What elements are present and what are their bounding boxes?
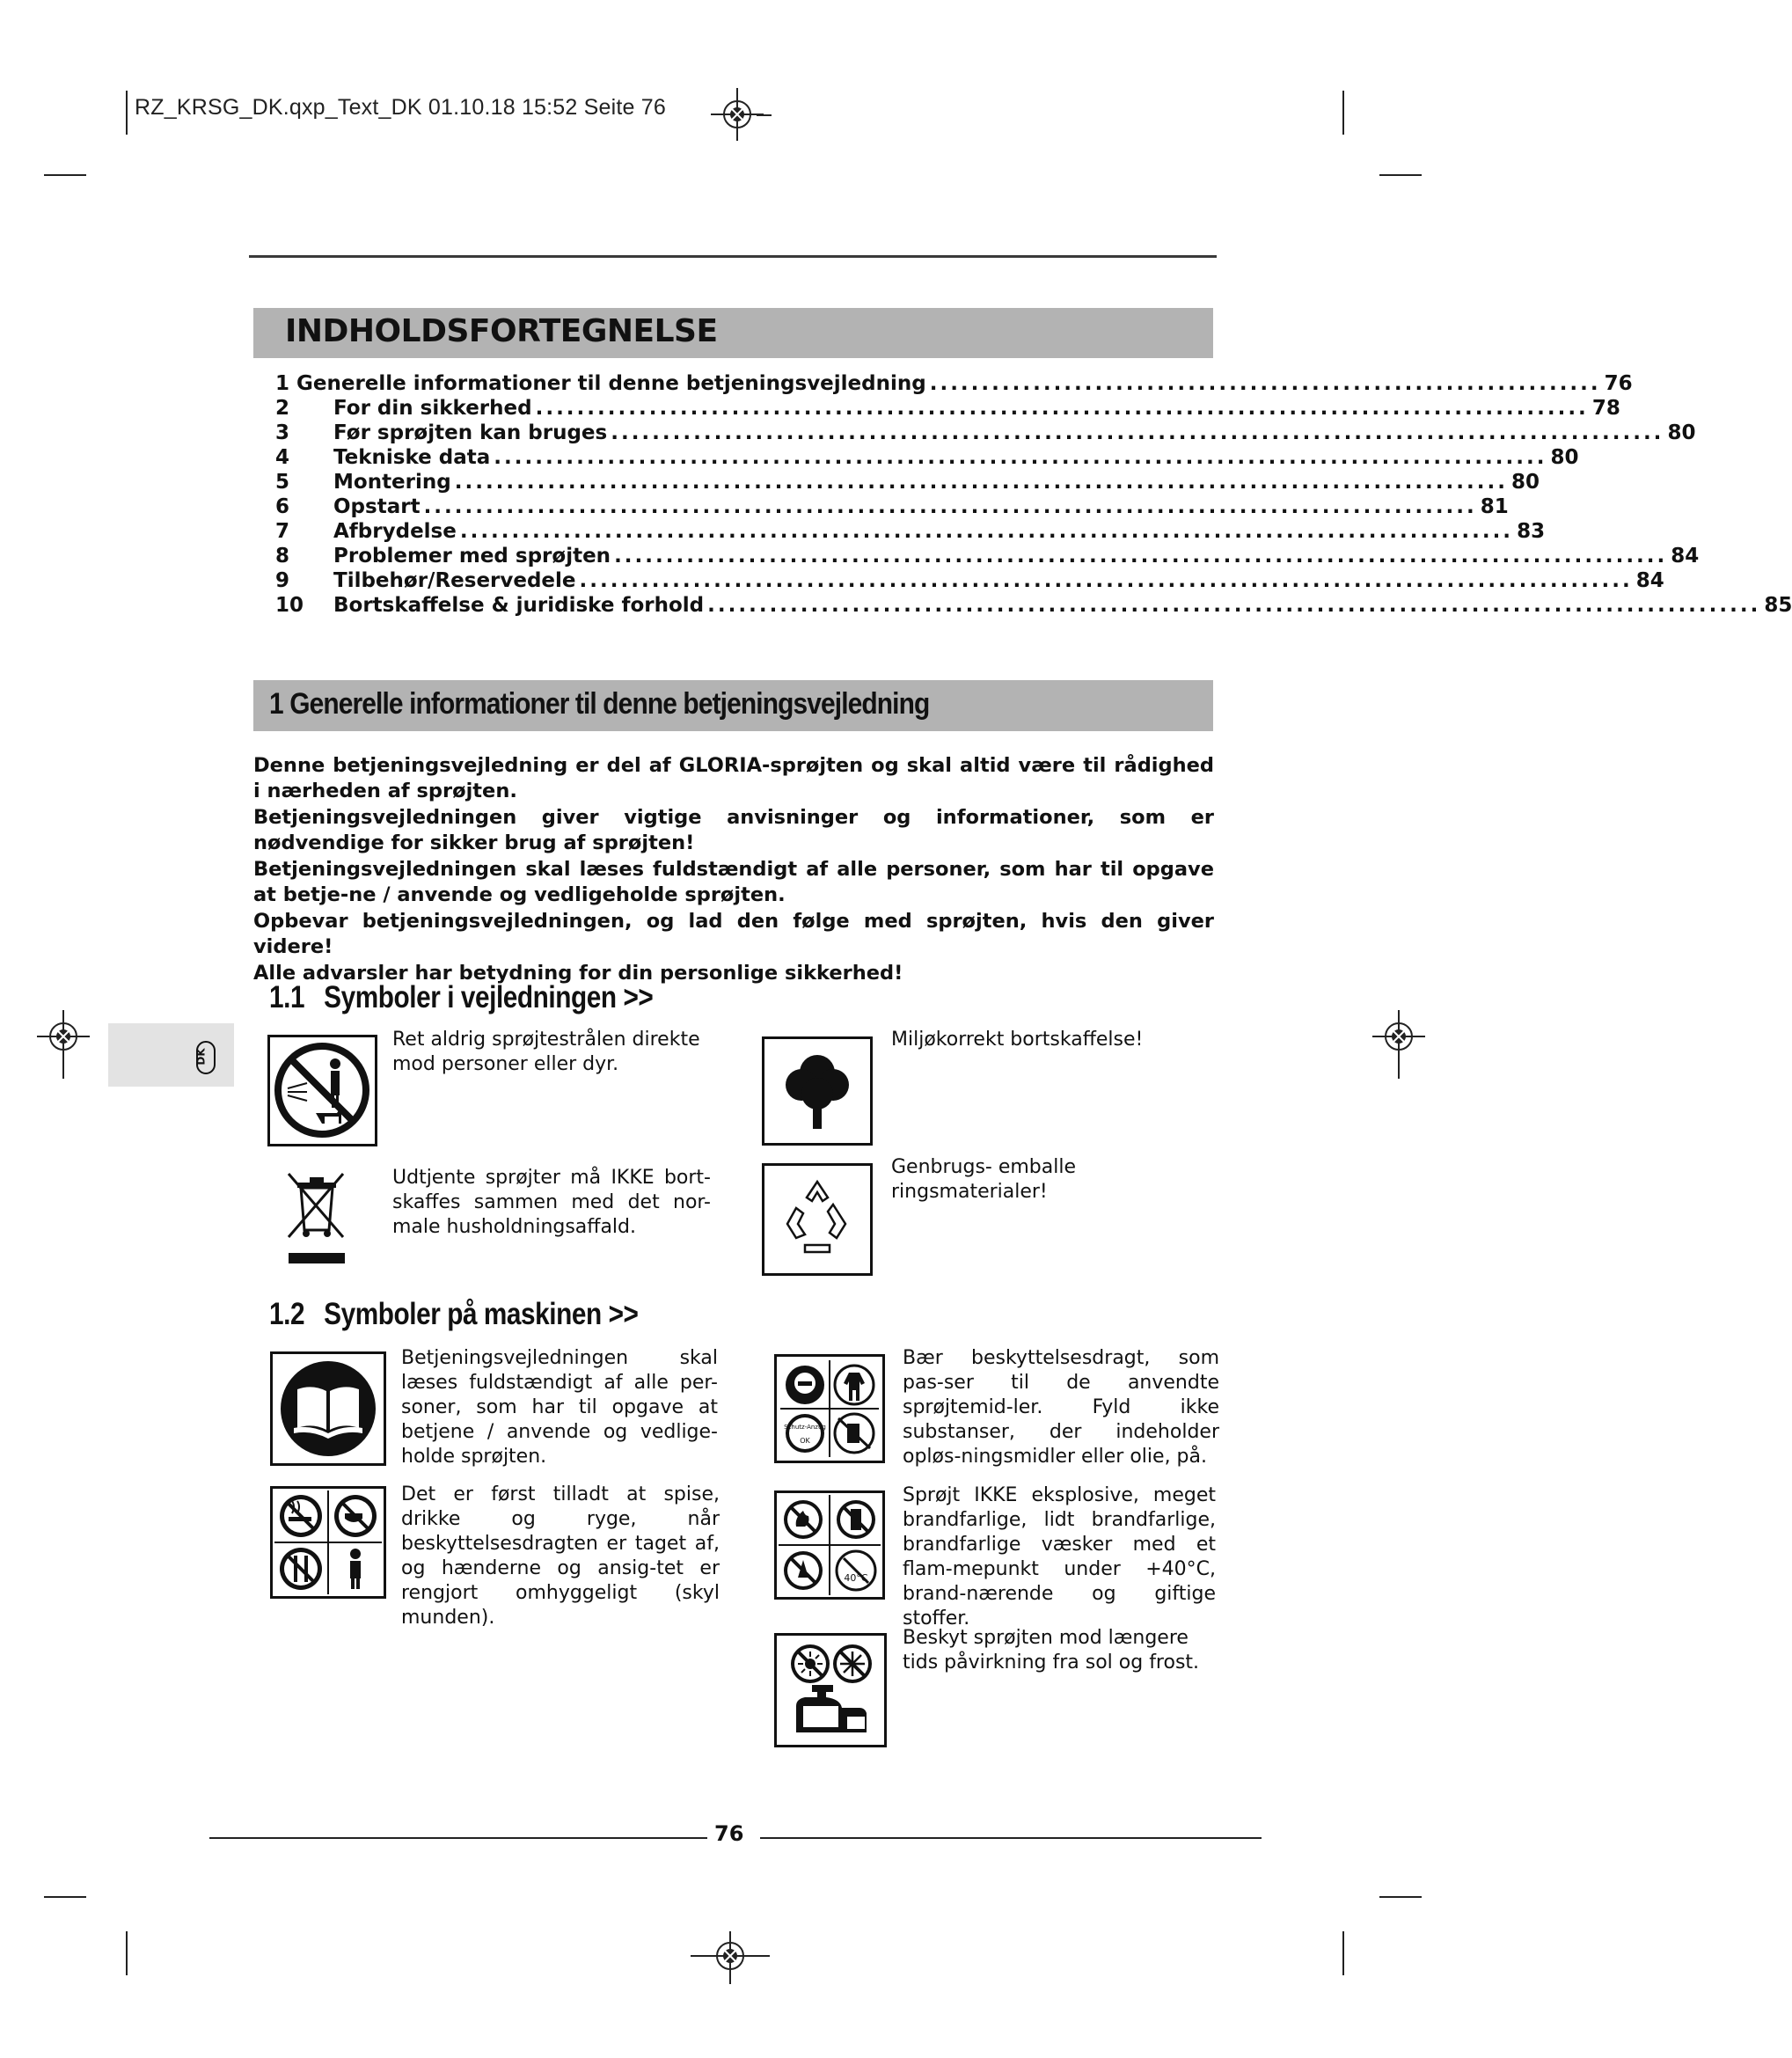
- toc-entry-number: 2: [275, 397, 290, 420]
- icon-label: 40°C: [844, 1572, 868, 1584]
- symbol-caption: Betjeningsvejledningen skal læses fuldstændigt af alle per-soner, som har til opgave at betjene / anvende og vedlige-holde sprøjten.: [401, 1347, 718, 1468]
- toc-entry-page: 83: [1517, 520, 1546, 543]
- toc-entry[interactable]: [275, 568, 1664, 593]
- symbol-caption: Ret aldrig sprøjtestrålen direkte mod personer eller dyr.: [392, 1029, 700, 1075]
- toc-entry-title: Montering: [333, 471, 451, 494]
- toc-entry[interactable]: [275, 445, 1579, 470]
- toc-entry-number: 6: [275, 495, 290, 518]
- toc-leader: ......................................................................................................: [611, 421, 1664, 444]
- toc-entry[interactable]: [275, 371, 1633, 396]
- toc-leader: ......................................................................................................: [459, 520, 1514, 543]
- registration-mark: [37, 1010, 90, 1079]
- toc-entry-number: 7: [275, 520, 290, 543]
- section-heading-bar: [253, 680, 1213, 731]
- toc-entry[interactable]: [275, 470, 1540, 494]
- section-heading: 1 Generelle informationer til denne betjeningsvejledning: [269, 687, 930, 721]
- icon-label: OK: [800, 1437, 810, 1445]
- crop-mark: [1342, 91, 1344, 135]
- toc-entry-title: For din sikkerhed: [333, 397, 532, 420]
- toc-entry-title: Problemer med sprøjten: [333, 545, 611, 568]
- toc-entry-title: Tekniske data: [333, 446, 491, 469]
- toc-entry-title: Tilbehør/Reservedele: [333, 569, 576, 592]
- toc-entry-page: 84: [1671, 545, 1700, 568]
- registration-mark: [691, 1931, 770, 1984]
- paragraph: Betjeningsvejledningen giver vigtige anvisninger og informationer, som er nødvendige for sikker brug af sprøjten!: [253, 806, 1214, 854]
- subsection-heading: 1.2 Symboler på maskinen >>: [269, 1297, 639, 1331]
- symbol-caption: Genbrugs- emballe ringsmaterialer!: [891, 1156, 1077, 1203]
- registration-mark: [711, 88, 764, 141]
- toc-heading: INDHOLDSFORTEGNELSE: [285, 313, 718, 349]
- toc-entry-title: Opstart: [333, 495, 421, 518]
- toc-entry-page: 80: [1510, 471, 1540, 494]
- toc-leader: ......................................................................................................: [707, 594, 1761, 617]
- toc-entry-number: 4: [275, 446, 290, 469]
- recycle-icon: [762, 1163, 873, 1276]
- toc-leader: .................................................................: [929, 372, 1601, 395]
- toc-entry-page: 80: [1550, 446, 1579, 469]
- top-rule: [249, 255, 1217, 258]
- no-eat-drink-smoke-icon: [270, 1486, 386, 1599]
- crossed-out-bin-icon: [282, 1167, 352, 1265]
- crop-mark: [126, 1931, 128, 1975]
- toc-entry-number: 9: [275, 569, 290, 592]
- toc-entry-title: Afbrydelse: [333, 520, 457, 543]
- toc-entry-page: 76: [1604, 372, 1633, 395]
- toc-entry-number: 1: [275, 372, 290, 395]
- toc-leader: ......................................................................................................: [454, 471, 1508, 494]
- crop-mark: [1379, 174, 1422, 176]
- symbol-caption: Det er først tilladt at spise, drikke og ryge, når beskyttelsesdragten er taget af, og hænderne og ansig-tet er rengjort omhyggeligt (skyl munden).: [401, 1483, 720, 1629]
- table-of-contents: [275, 371, 1792, 618]
- toc-entry[interactable]: [275, 519, 1546, 544]
- crop-mark: [44, 174, 86, 176]
- toc-entry-title: Bortskaffelse & juridiske forhold: [333, 594, 705, 617]
- toc-entry-page: 84: [1635, 569, 1664, 592]
- toc-entry-title: Generelle informationer til denne betjeningsvejledning: [296, 372, 926, 395]
- toc-leader: ......................................................................................................: [614, 545, 1668, 568]
- icon-label: Schutz-Anzug: [784, 1424, 826, 1431]
- crop-mark: [44, 1896, 86, 1898]
- symbol-caption: Beskyt sprøjten mod længere tids påvirkning fra sol og frost.: [903, 1627, 1200, 1673]
- toc-entry-page: 85: [1764, 594, 1792, 617]
- footer-rule: [209, 1837, 707, 1839]
- symbol-caption: Miljøkorrekt bortskaffelse!: [891, 1029, 1144, 1051]
- no-flammable-icon: [774, 1490, 885, 1600]
- toc-leader: ......................................................................................................: [494, 446, 1547, 469]
- toc-entry[interactable]: [275, 593, 1792, 618]
- toc-heading-bar: [253, 308, 1213, 358]
- toc-entry-number: 3: [275, 421, 290, 444]
- paragraph: Betjeningsvejledningen skal læses fuldstændigt af alle personer, som har til opgave at betje-ne / anvende og vedligeholde sprøjten.: [253, 858, 1214, 906]
- toc-entry-title: Før sprøjten kan bruges: [333, 421, 608, 444]
- symbol-caption: Sprøjt IKKE eksplosive, meget brandfarlige, lidt brandfarlige, brandfarlige væsker med et flam-mepunkt under +40°C, brand-nærende og giftige stoffer.: [903, 1484, 1216, 1630]
- toc-entry-number: 10: [275, 594, 304, 617]
- paragraph: Denne betjeningsvejledning er del af GLORIA-sprøjten og skal altid være til rådighed i nærheden af sprøjten.: [253, 754, 1214, 802]
- toc-entry[interactable]: [275, 421, 1696, 445]
- page-number: 76: [714, 1821, 744, 1846]
- crop-mark: [1379, 1896, 1422, 1898]
- subsection-heading: 1.1 Symboler i vejledningen >>: [269, 980, 654, 1014]
- read-manual-icon: [270, 1351, 386, 1466]
- crop-mark: [757, 114, 772, 116]
- crop-mark: [1342, 1931, 1344, 1975]
- toc-entry-number: 5: [275, 471, 290, 494]
- language-tab: [108, 1023, 234, 1087]
- registration-mark: [1372, 1010, 1425, 1079]
- toc-entry-page: 78: [1591, 397, 1620, 420]
- symbol-caption: Bær beskyttelsesdragt, som pas-ser til de anvendte sprøjtemid-ler. Fyld ikke substanser, der indeholder opløs-ningsmidler eller olie, på.: [903, 1347, 1219, 1468]
- symbol-caption: Udtjente sprøjter må IKKE bort-skaffes sammen med det nor-male husholdningsaffald.: [392, 1167, 711, 1238]
- toc-entry[interactable]: [275, 544, 1700, 568]
- paragraph: Alle advarsler har betydning for din personlige sikkerhed!: [253, 962, 903, 985]
- toc-entry-page: 81: [1480, 495, 1509, 518]
- toc-leader: ......................................................................................................: [423, 495, 1477, 518]
- toc-entry[interactable]: [275, 494, 1509, 519]
- toc-leader: ......................................................................................................: [579, 569, 1633, 592]
- protective-clothing-icon: [774, 1354, 885, 1463]
- print-slug: RZ_KRSG_DK.qxp_Text_DK 01.10.18 15:52 Seite 76: [135, 95, 666, 120]
- toc-entry[interactable]: [275, 396, 1620, 421]
- sun-frost-protection-icon: [774, 1633, 887, 1747]
- paragraph: Opbevar betjeningsvejledningen, og lad den følge med sprøjten, hvis den giver videre!: [253, 910, 1214, 958]
- crop-mark: [126, 91, 128, 135]
- language-badge: DK: [196, 1041, 216, 1074]
- footer-rule: [760, 1837, 1262, 1839]
- no-spray-at-people-animals-icon: [267, 1035, 377, 1146]
- toc-entry-number: 8: [275, 545, 290, 568]
- tree-icon: [762, 1036, 873, 1146]
- toc-entry-page: 80: [1667, 421, 1696, 444]
- intro-text: [253, 753, 1214, 987]
- toc-leader: ......................................................................................................: [535, 397, 1589, 420]
